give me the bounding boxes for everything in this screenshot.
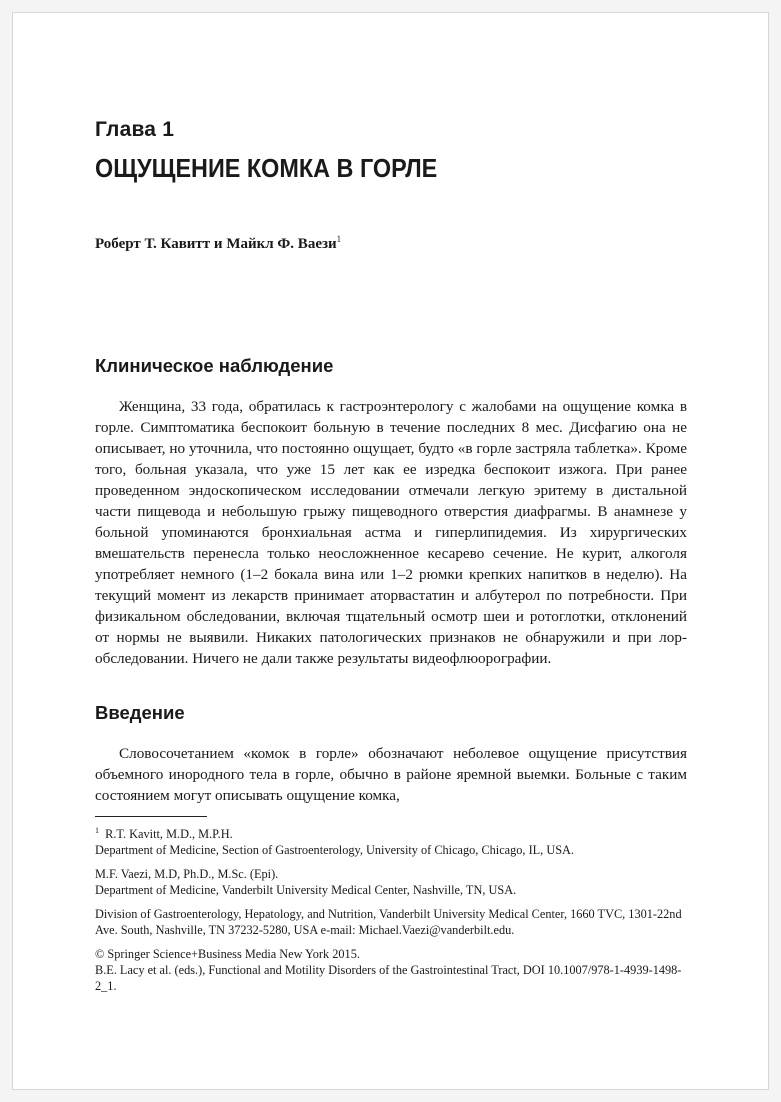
footnote-copyright: © Springer Science+Business Media New York 2015. [95, 947, 360, 962]
authors-line [95, 229, 687, 254]
footnote-kavitt-name [95, 823, 687, 842]
clinical-paragraph: Женщина, 33 года, обратилась к гастроэнтерологу с жалобами на ощущение комка в горле. Симптоматика беспокоит больную в течение последних 8 мес. Дисфагию она не описывает, но уточнила, что постоянно ощущает, будто «в горле застряла таблетка». Кроме того, больная указала, что уже 15 лет как ее изредка беспокоит изжога. При ранее проведенном эндоскопическом исследовании отмечали легкую эритему в дистальной части пищевода и небольшую грыжу пищеводного отверстия диафрагмы. В анамнезе у больной упоминаются бронхиальная астма и гиперлипидемия. Из хирургических вмешательств перенесла только неосложненное кесарево сечение. Не курит, алкоголя употребляет немного (1–2 бокала вина или 1–2 рюмки крепких напитков в неделю). На текущий момент из лекарств принимает аторвастатин и албутерол по потребности. При физикальном обследовании, включая тщательный осмотр шеи и ротоглотки, отклонений от нормы не выявили. Никаких патологических признаков не обнаружили и при лор-обследовании. Ничего не дали также результаты видеофлюорографии. [95, 398, 687, 667]
intro-paragraph: Словосочетанием «комок в горле» обозначают неболевое ощущение присутствия объемного инородного тела в горле, обычно в районе яремной выемки. Больные с таким состоянием могут описывать ощущение комка, [95, 745, 687, 804]
page-content [95, 117, 687, 994]
author-footnote-mark: 1 [336, 234, 342, 244]
footnote-vaezi-name: M.F. Vaezi, M.D, Ph.D., M.Sc. (Epi). [95, 867, 279, 882]
book-page [12, 12, 769, 1090]
footnote-vaezi-affil: Department of Medicine, Vanderbilt University Medical Center, Nashville, TN, USA. [95, 883, 517, 898]
footnote-kavitt-affil: Department of Medicine, Section of Gastroenterology, University of Chicago, Chicago, IL, USA. [95, 843, 575, 858]
kavitt-name: R.T. Kavitt, M.D., M.P.H. [105, 827, 233, 842]
chapter-title: ОЩУЩЕНИЕ КОМКА В ГОРЛЕ [95, 153, 438, 183]
footnotes [95, 823, 687, 994]
footnote-divider [95, 816, 207, 817]
clinical-heading: Клиническое наблюдение [95, 355, 334, 376]
chapter-label: Глава 1 [95, 118, 175, 141]
footnote-mark: 1 [95, 826, 99, 835]
intro-heading: Введение [95, 702, 185, 723]
footnote-citation: B.E. Lacy et al. (eds.), Functional and Motility Disorders of the Gastrointestinal Tract, DOI 10.1007/978-1-4939-1498-2_1. [95, 963, 682, 994]
footnote-division: Division of Gastroenterology, Hepatology, and Nutrition, Vanderbilt University Medical Center, 1660 TVC, 1301-22nd Ave. South, Nashville, TN 37232-5280, USA e-mail: Michael.Vaezi@vanderbilt.edu. [95, 907, 682, 938]
author-names: Роберт Т. Кавитт и Майкл Ф. Ваези [95, 236, 337, 252]
